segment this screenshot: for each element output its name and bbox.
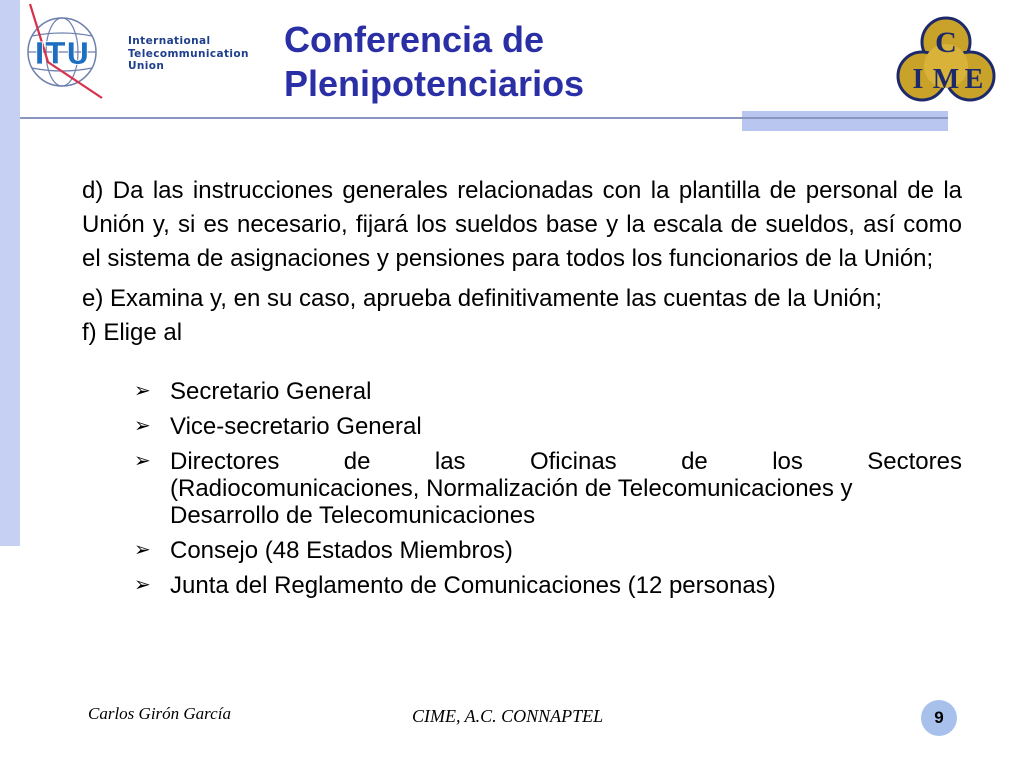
list-item-text: Vice-secretario General bbox=[170, 413, 422, 440]
svg-text:C: C bbox=[935, 26, 957, 59]
arrow-bullet-icon: ➢ bbox=[134, 574, 151, 596]
itu-wordmark bbox=[128, 35, 249, 73]
list-item bbox=[134, 448, 962, 529]
left-accent-bar bbox=[0, 0, 20, 546]
cime-logo bbox=[894, 12, 998, 112]
list-item-text bbox=[170, 448, 962, 529]
arrow-bullet-icon: ➢ bbox=[134, 450, 151, 472]
page-number-badge: 9 bbox=[921, 700, 957, 736]
arrow-bullet-icon: ➢ bbox=[134, 380, 151, 402]
paragraph-d: d) Da las instrucciones generales relacionadas con la plantilla de personal de la Unión y, si es necesario, fijará los sueldos base y la escala de sueldos, así como el sistema de asignaciones y pensiones para todos los funcionarios de la Unión; bbox=[82, 177, 962, 272]
itu-globe-icon bbox=[22, 2, 112, 102]
paragraph-e: e) Examina y, en su caso, aprueba definitivamente las cuentas de la Unión; bbox=[82, 285, 883, 312]
page-title bbox=[284, 18, 584, 106]
itu-wordmark-line: Union bbox=[128, 60, 165, 72]
arrow-bullet-icon: ➢ bbox=[134, 415, 151, 437]
list-item-line: Directores de las Oficinas de los Sectores bbox=[170, 448, 962, 475]
footer-organization: CIME, A.C. CONNAPTEL bbox=[412, 706, 604, 726]
list-item bbox=[134, 572, 962, 599]
svg-text:M: M bbox=[932, 64, 960, 95]
list-item-text: Secretario General bbox=[170, 378, 372, 405]
title-line-2: Plenipotenciarios bbox=[284, 63, 585, 104]
itu-wordmark-line: Telecommunication bbox=[128, 47, 249, 60]
list-item-text: Consejo (48 Estados Miembros) bbox=[170, 537, 513, 564]
list-item bbox=[134, 413, 962, 440]
cime-emblem-icon bbox=[894, 12, 998, 112]
paragraph-f: f) Elige al bbox=[82, 319, 183, 346]
slide-body bbox=[82, 174, 962, 607]
footer-author: Carlos Girón García bbox=[88, 704, 231, 723]
list-item-line: (Radiocomunicaciones, Normalización de Telecomunicaciones y Desarrollo de Telecomunicaciones bbox=[170, 475, 853, 529]
title-line-1: Conferencia de bbox=[284, 19, 545, 60]
list-item-text: Junta del Reglamento de Comunicaciones (12 personas) bbox=[170, 572, 776, 599]
itu-wordmark-line: International bbox=[128, 35, 211, 47]
itu-logo bbox=[22, 2, 249, 102]
list-item bbox=[134, 378, 962, 405]
header-divider bbox=[20, 117, 948, 119]
itu-emblem-text: ITU bbox=[34, 37, 90, 72]
svg-text:I: I bbox=[912, 64, 924, 95]
electee-list bbox=[82, 378, 962, 599]
svg-text:E: E bbox=[964, 64, 984, 95]
title-accent-bar bbox=[742, 111, 948, 131]
arrow-bullet-icon: ➢ bbox=[134, 539, 151, 561]
list-item bbox=[134, 537, 962, 564]
